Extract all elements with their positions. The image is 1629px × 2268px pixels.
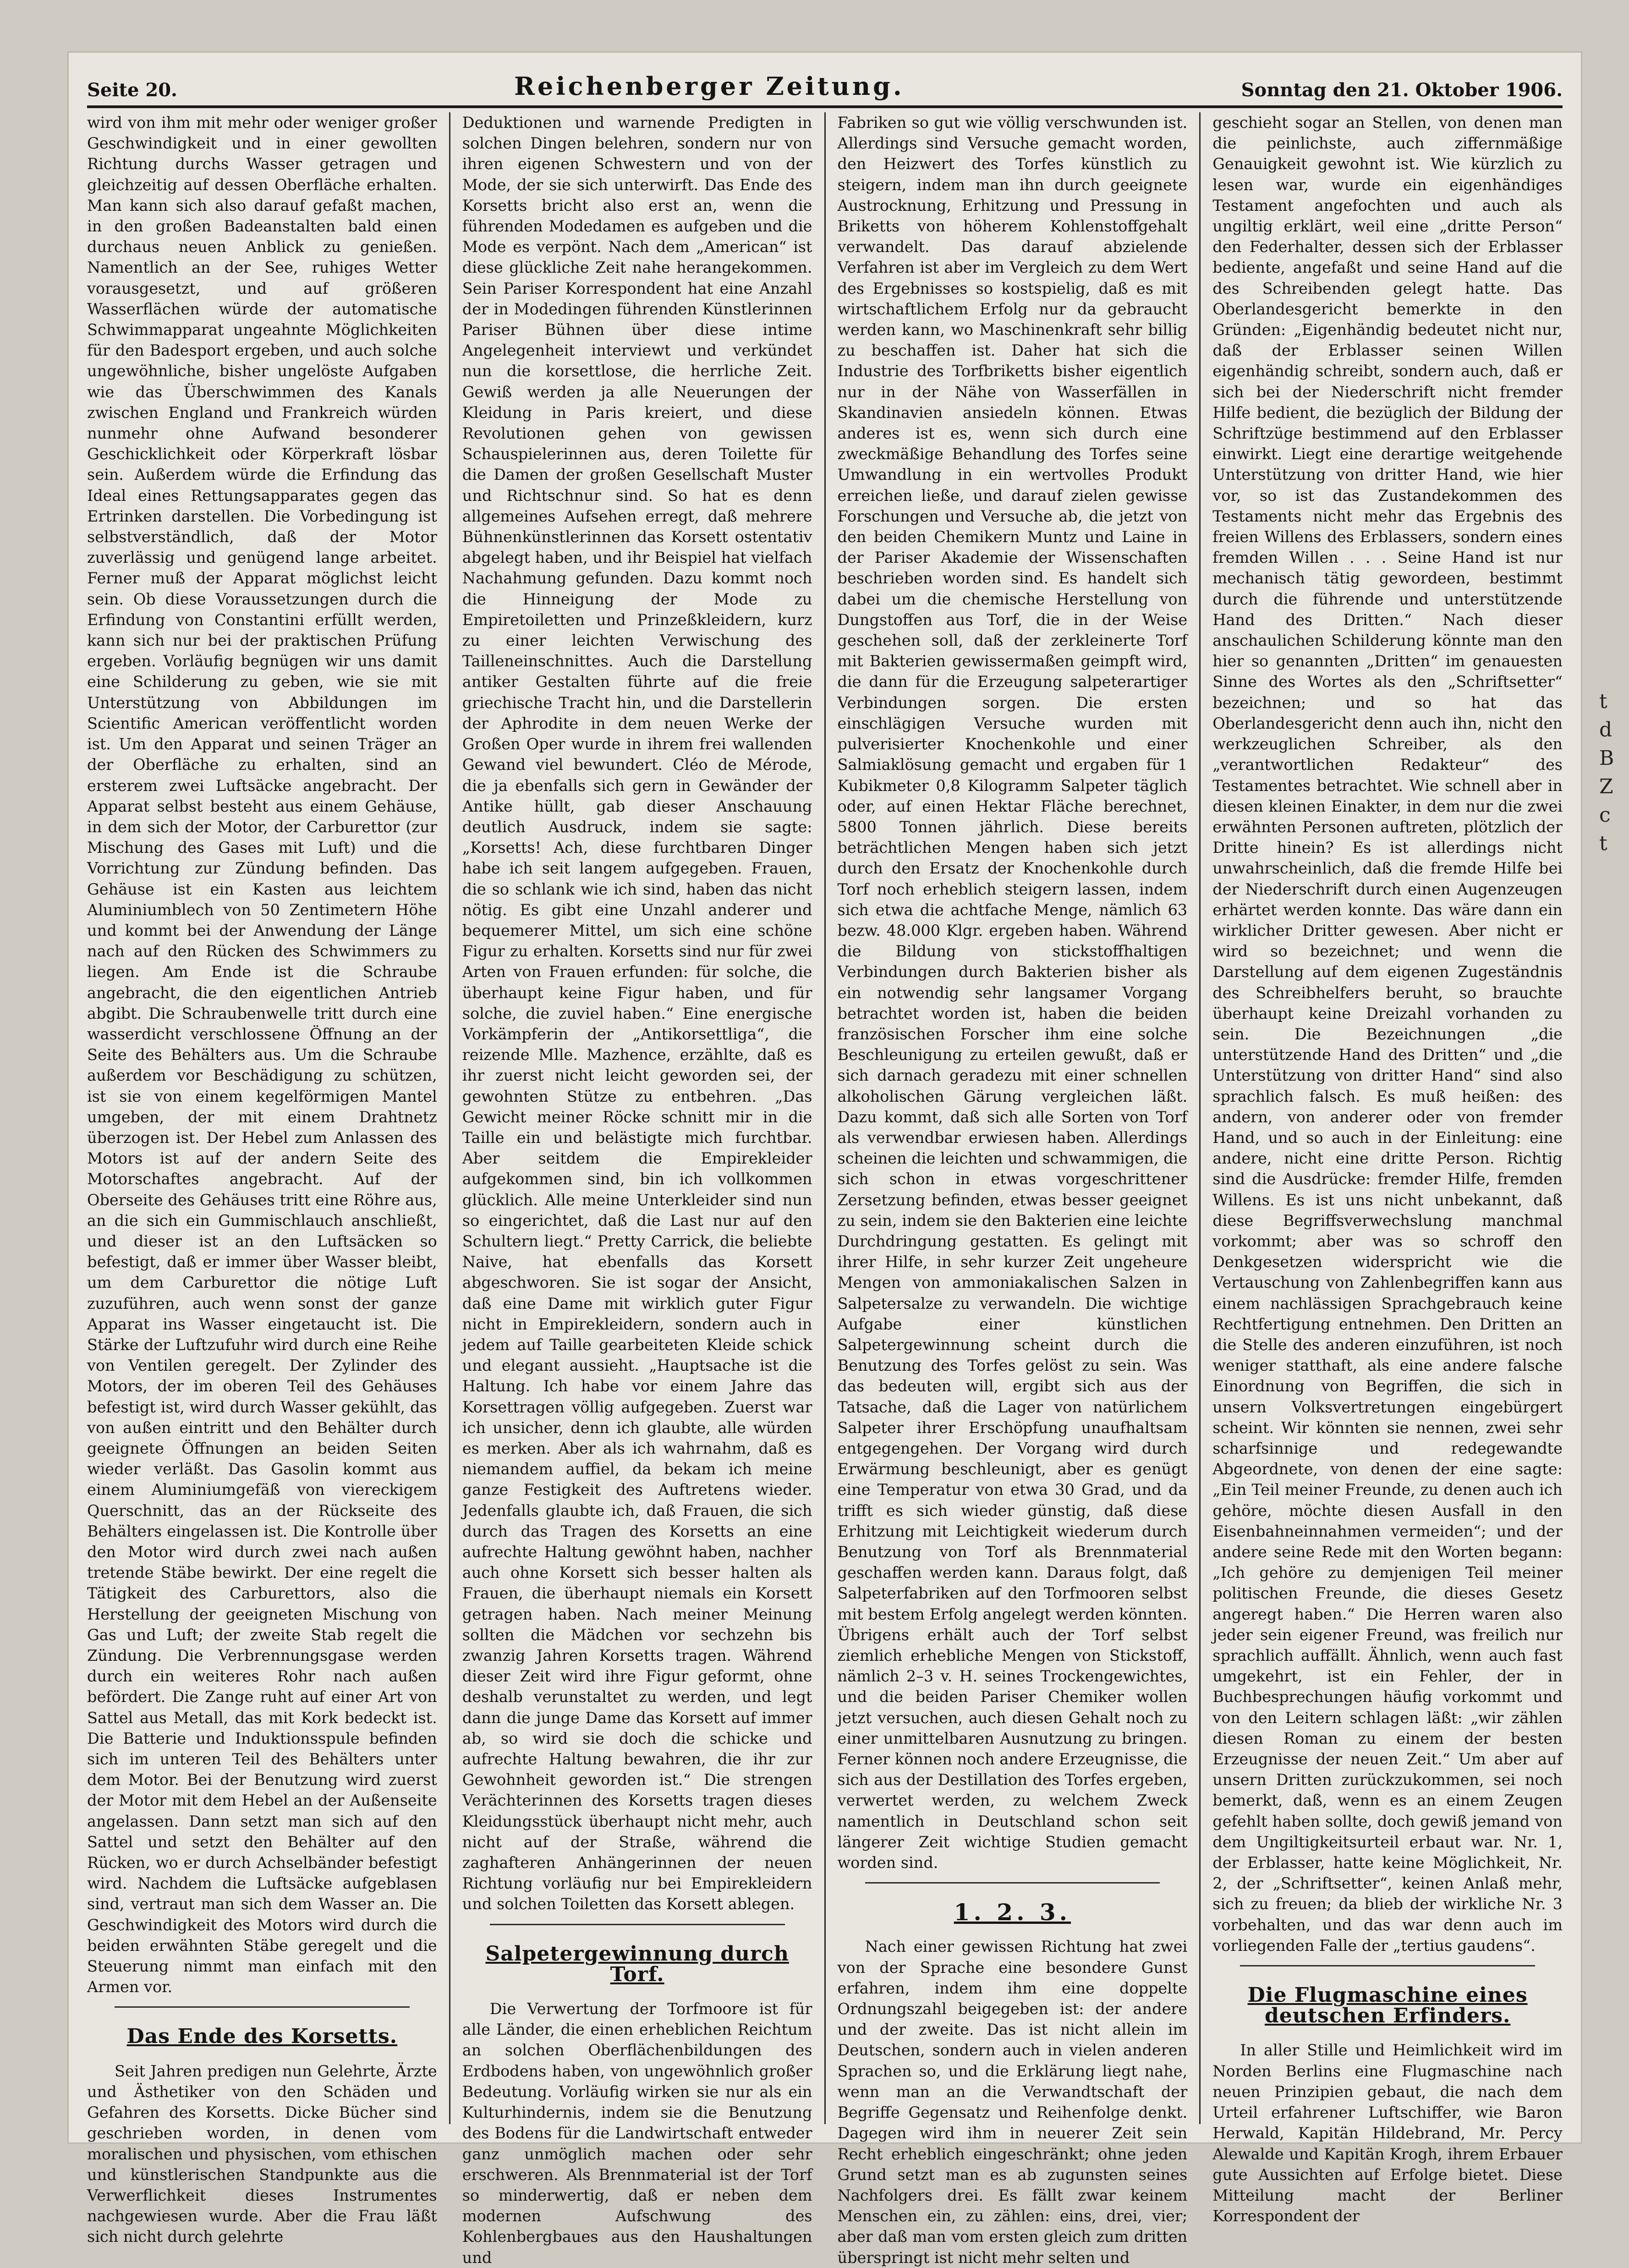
issue-date: Sonntag den 21. Oktober 1906. <box>1241 79 1563 101</box>
flying-machine-article-heading: Die Flugmaschine eines deutschen Erfinders. <box>1247 1983 1528 2028</box>
divider <box>1240 1965 1535 1966</box>
swimming-apparatus-article-text: wird von ihm mit mehr oder weniger großer Geschwindigkeit und in einer gewollten Richtung durchs Wasser getragen und gleichzeitig auf dessen Oberfläche erhalten. Man kann sich also darauf gefaßt machen, in den großen Badeanstalten bald einen durchaus neuen Anblick zu genießen. Namentlich an der See, ruhiges Wetter vorausgesetzt, und auf größeren Wasserflächen würde der automatische Schwimmapparat ungeahnte Möglichkeiten für den Badesport ergeben, und auch solche ungewöhnliche, bisher ungelöste Aufgaben wie das Überschwimmen des Kanals zwischen England und Frankreich würden nunmehr ohne Aufwand besonderer Geschicklichkeit oder Körperkraft lösbar sein. Außerdem würde die Erfindung das Ideal eines Rettungsapparates gegen das Ertrinken darstellen. Die Vorbedingung ist selbstverständlich, daß der Motor zuverlässig und genügend lange arbeitet. Ferner muß der Apparat möglichst leicht sein. Ob diese Voraussetzungen durch die Erfindung von Constantini erfüllt werden, kann sich nur bei der praktischen Prüfung ergeben. Vorläufig begnügen wir uns damit eine Schilderung zu geben, wie sie mit Unterstützung von Abbildungen im Scientific American veröffentlicht worden ist. Um den Apparat und seinen Träger an der Oberfläche zu erhalten, sind an ersterem zwei Luftsäcke angebracht. Der Apparat selbst besteht aus einem Gehäuse, in dem sich der Motor, der Carburettor (zur Mischung des Gases mit Luft) und die Vorrichtung zur Zündung befinden. Das Gehäuse ist ein Kasten aus leichtem Aluminiumblech von 50 Zentimetern Höhe und kommt bei der Anwendung der Länge nach auf den Rücken des Schwimmers zu liegen. Am Ende ist die Schraube angebracht, die den eigentlichen Antrieb abgibt. Die Schraubenwelle tritt durch eine wasserdicht verschlossene Öffnung an der Seite des Behälters aus. Um die Schraube außerdem vor Beschädigung zu schützen, ist sie von einem kegelförmigen Mantel umgeben, der mit einem Drahtnetz überzogen ist. Der Hebel zum Anlassen des Motors ist auf der andern Seite des Motorschaftes angebracht. Auf der Oberseite des Gehäuses tritt eine Röhre aus, an die sich ein Gummischlauch anschließt, und dieser ist an den Luftsäcken so befestigt, daß er immer über Wasser bleibt, um dem Carburettor die nötige Luft zuzuführen, auch wenn sonst der ganze Apparat ins Wasser eingetaucht ist. Die Stärke der Luftzufuhr wird durch eine Reihe von Ventilen geregelt. Der Zylinder des Motors, der im oberen Teil des Gehäuses befestigt ist, wird durch Wasser gekühlt, das von außen eintritt und den Behälter durch geeignete Öffnungen an beiden Seiten wieder verläßt. Das Gasolin kommt aus einem Aluminiumgefäß von viereckigem Querschnitt, das an der Rückseite des Behälters eingelassen ist. Die Kontrolle über den Motor wird durch zwei nach außen tretende Stäbe bewirkt. Der eine regelt die Tätigkeit des Carburettors, also die Herstellung der geeigneten Mischung von Gas und Luft; der zweite Stab regelt die Zündung. Die Verbrennungsgase werden durch ein weiteres Rohr nach außen befördert. Die Zange ruht auf einer Art von Sattel aus Metall, das mit Kork bedeckt ist. Die Batterie und Induktionsspule befinden sich im unteren Teil des Behälters unter dem Motor. Bei der Benutzung wird zuerst der Motor mit dem Hebel an der Außenseite angelassen. Dann setzt man sich auf den Sattel und setzt den Behälter auf den Rücken, wo er durch Achselbänder befestigt wird. Nachdem die Luftsäcke aufgeblasen sind, vertraut man sich dem Wasser an. Die Geschwindigkeit des Motors wird durch die beiden erwähnten Stäbe geregelt und die Steuerung nimmt man einfach mit den Armen vor. <box>87 114 437 1996</box>
column-3 <box>824 112 1200 2267</box>
article-columns <box>87 112 1563 2267</box>
masthead <box>87 69 1563 108</box>
corset-article-heading: Das Ende des Korsetts. <box>126 2025 398 2048</box>
divider <box>115 2006 410 2008</box>
corset-article-intro: Seit Jahren predigen nun Gelehrte, Ärzte und Ästhetiker von den Schäden und Gefahren des Korsetts. Dicke Bücher sind geschrieben worden, in denen vom moralischen und physischen, vom ethischen und künstlerischen Standpunkte aus die Verwerflichkeit dieses Instrumentes nachgewiesen wurde. Aber die Frau läßt sich nicht durch gelehrte <box>87 2062 437 2246</box>
saltpeter-article-text: Fabriken so gut wie völlig verschwunden ist. Allerdings sind Versuche gemacht worden, den Heizwert des Torfes künstlich zu steigern, indem man ihn durch geeignete Austrocknung, Erhitzung und Pressung in Briketts von höherem Kohlenstoffgehalt verwandelt. Das darauf abzielende Verfahren ist aber im Vergleich zu dem Wert des Ergebnisses so kostspielig, daß es mit wirtschaftlichem Erfolg nur da gebraucht werden kann, wo Maschinenkraft sehr billig zu beschaffen ist. Daher hat sich die Industrie des Torfbriketts bisher eigentlich nur in der Nähe von Wasserfällen in Skandinavien ansiedeln können. Etwas anderes ist es, wenn sich durch eine zweckmäßige Behandlung des Torfes seine Umwandlung in ein wertvolles Produkt erreichen ließe, und darauf zielen gewisse Forschungen und Versuche ab, die jetzt von den beiden Chemikern Muntz und Laine in der Pariser Akademie der Wissenschaften beschrieben worden sind. Es handelt sich dabei um die chemische Herstellung von Dungstoffen aus Torf, die in der Weise geschehen soll, daß der zerkleinerte Torf mit Bakterien gewissermaßen geimpft wird, die dann für die Erzeugung salpeterartiger Verbindungen sorgen. Die ersten einschlägigen Versuche wurden mit pulverisierter Knochenkohle und einer Salmiaklösung gemacht und ergaben für 1 Kubikmeter 0,8 Kilogramm Salpeter täglich oder, auf einen Hektar Fläche berechnet, 5800 Tonnen jährlich. Diese bereits beträchtlichen Mengen haben sich jetzt durch den Ersatz der Knochenkohle durch Torf noch erheblich steigern lassen, indem sich etwa die achtfache Menge, nämlich 63 bezw. 48.000 Klgr. ergeben haben. Während die Bildung von stickstoffhaltigen Verbindungen durch Bakterien bisher als ein notwendig sehr langsamer Vorgang betrachtet worden ist, haben die beiden französischen Forscher ihm eine solche Beschleunigung zu erteilen gewußt, daß er sich darnach geradezu mit einer schnellen alkoholischen Gärung vergleichen läßt. Dazu kommt, daß sich alle Sorten von Torf als verwendbar erwiesen haben. Allerdings scheinen die leichten und schwammigen, die sich schon in etwas vorgeschrittener Zersetzung befinden, etwas besser geeignet zu sein, indem sie den Bakterien eine leichte Durchdringung gestatten. Es gelingt mit ihrer Hilfe, in sehr kurzer Zeit ungeheure Mengen von ammoniakalischen Salzen in Salpetersalze zu verwandeln. Die wichtige Aufgabe einer künstlichen Salpetergewinnung scheint durch die Benutzung des Torfes gelöst zu sein. Was das bedeuten will, ergibt sich aus der Tatsache, daß die Lager von natürlichem Salpeter ihrer Erschöpfung unaufhaltsam entgegengehen. Der Vorgang wird durch Erwärmung beschleunigt, aber es genügt eine Temperatur von etwa 30 Grad, und da trifft es sich wieder günstig, daß diese Erhitzung mit Leichtigkeit wiederum durch Benutzung von Torf als Brennmaterial geschaffen werden kann. Daraus folgt, daß Salpeterfabriken auf den Torfmooren selbst mit bestem Erfolg angelegt werden könnten. Übrigens erhält auch der Torf selbst ziemlich erhebliche Mengen von Stickstoff, nämlich 2–3 v. H. seines Trockengewichtes, und die beiden Pariser Chemiker wollen jetzt versuchen, auch diesen Gehalt noch zu einer unmittelbaren Ausnutzung zu bringen. Ferner können noch andere Erzeugnisse, die sich aus der Destillation des Torfes ergeben, verwertet werden, zu welchem Zweck namentlich in Deutschland schon seit längerer Zeit wichtige Studien gemacht worden sind. <box>837 114 1188 1872</box>
column-4 <box>1199 112 1563 2225</box>
column-1 <box>87 112 449 2246</box>
page-number: Seite 20. <box>87 79 177 101</box>
corset-article-text: Deduktionen und warnende Predigten in solchen Dingen belehren, sondern nur von ihren eigenen Schwestern und von der Mode, der sie sich unterwirft. Das Ende des Korsetts bricht also erst an, wenn die führenden Modedamen es aufgeben und die Mode es verpönt. Nach dem „American“ ist diese glückliche Zeit nahe herangekommen. Sein Pariser Korrespondent hat eine Anzahl der in Modedingen führenden Künstlerinnen Pariser Bühnen über diese intime Angelegenheit interviewt und verkündet nun die korsettlose, die herrliche Zeit. Gewiß werden ja alle Neuerungen der Kleidung in Paris kreiert, und diese Revolutionen gehen von gewissen Schauspielerinnen aus, deren Toilette für die Damen der großen Gesellschaft Muster und Richtschnur sind. So hat es denn allgemeines Aufsehen erregt, daß mehrere Bühnenkünstlerinnen das Korsett ostentativ abgelegt haben, und ihr Beispiel hat vielfach Nachahmung gefunden. Dazu kommt noch die Hinneigung der Mode zu Empiretoiletten und Prinzeßkleidern, kurz zu einer leichten Verwischung des Tailleneinschnittes. Auch die Darstellung antiker Gestalten führte auf die freie griechische Tracht hin, und die Darstellerin der Aphrodite in dem neuen Werke der Großen Oper wurde in ihrem frei wallenden Gewand viel bewundert. Cléo de Mérode, die ja ebenfalls sich gern in Gewänder der Antike hüllt, gab dieser Anschauung deutlich Ausdruck, indem sie sagte: „Korsetts! Ach, diese furchtbaren Dinger habe ich seit langem aufgegeben. Frauen, die so schlank wie ich sind, haben das nicht nötig. Es gibt eine Unzahl anderer und bequemerer Mittel, um sich eine schöne Figur zu erhalten. Korsetts sind nur für zwei Arten von Frauen erfunden: für solche, die überhaupt keine Figur haben, und für solche, die zuviel haben.“ Eine energische Vorkämpferin der „Antikorsettliga“, die reizende Mlle. Mazhence, erzählte, daß es ihr zuerst nicht leicht geworden sei, der gewohnten Stütze zu entbehren. „Das Gewicht meiner Röcke schnitt mir in die Taille ein und belästigte mich furchtbar. Aber seitdem die Empirekleider aufgekommen sind, bin ich vollkommen glücklich. Alle meine Unterkleider sind nun so eingerichtet, daß die Last nur auf den Schultern liegt.“ Pretty Carrick, die beliebte Naive, hat ebenfalls das Korsett abgeschworen. Sie ist sogar der Ansicht, daß eine Dame mit wirklich guter Figur nicht in Empirekleidern, sondern auch in jedem auf Taille gearbeiteten Kleide schick und elegant aussieht. „Hauptsache ist die Haltung. Ich habe vor einem Jahre das Korsettragen völlig aufgegeben. Zuerst war ich unsicher, denn ich glaubte, alle würden es merken. Aber als ich wahrnahm, daß es niemandem auffiel, da bekam ich meine ganze Festigkeit des Auftretens wieder. Jedenfalls glaubte ich, daß Frauen, die sich durch das Tragen des Korsetts an eine aufrechte Haltung gewöhnt haben, nachher auch ohne Korsett sich besser halten als Frauen, die überhaupt niemals ein Korsett getragen haben. Nach meiner Meinung sollten die Mädchen vor sechzehn bis zwanzig Jahren Korsetts tragen. Während dieser Zeit wird ihre Figur geformt, ohne deshalb verunstaltet zu werden, und legt dann die junge Dame das Korsett auf immer ab, so wird sie doch die schicke und aufrechte Haltung bewahren, die ihr zur Gewohnheit geworden ist.“ Die strengen Verächterinnen des Korsetts tragen dieses Kleidungsstück überhaupt nicht mehr, auch nicht auf der Straße, während die zaghafteren Anhängerinnen der neuen Richtung vorläufig nur bei Empirekleidern und solchen Toiletten das Korsett ablegen. <box>462 114 812 1913</box>
numbers-article-text: geschieht sogar an Stellen, von denen man die peinlichste, auch ziffernmäßige Genauigkeit gewohnt ist. Wie kürzlich zu lesen war, wurde ein eigenhändiges Testament angefochten und auch als ungiltig erklärt, weil eine „dritte Person“ den Federhalter, dessen sich der Erblasser bediente, angefaßt und seine Hand auf die des Schreibenden gelegt hatte. Das Oberlandesgericht bemerkte in den Gründen: „Eigenhändig bedeutet nicht nur, daß der Erblasser seinen Willen eigenhändig schreibt, sondern auch, daß er sich bei der Niederschrift nicht fremder Hilfe bedient, die bezüglich der Bildung der Schriftzüge bestimmend auf den Erblasser einwirkt. Liegt eine derartige weitgehende Unterstützung von dritter Hand, wie hier vor, so ist das Zustandekommen des Testaments nicht mehr das Ergebnis des freien Willens des Erblassers, sondern eines fremden Willen . . . Seine Hand ist nur mechanisch tätig gewordeen, bestimmt durch die führende und unterstützende Hand des Dritten.“ Nach dieser anschaulichen Schilderung könnte man den hier so genannten „Dritten“ im genauesten Sinne des Wortes als den „Schriftsetter“ bezeichnen; und so hat das Oberlandesgericht denn auch ihn, nicht den werkzeuglichen Schreiber, als den „verantwortlichen Redakteur“ des Testamentes betrachtet. Wie schnell aber in diesen kleinen Einakter, in dem nur die zwei erwähnten Personen auftreten, plötzlich der Dritte hinein? Es ist allerdings nicht unwahrscheinlich, daß die fremde Hilfe bei der Niederschrift durch einen Augenzeugen erhärtet werden konnte. Das wäre dann ein wirklicher Dritter gewesen. Aber nicht er wird so bezeichnet; und wenn die Darstellung auf dem eigenen Zugeständnis des Schreibhelfers beruht, so brauchte überhaupt keine Dreizahl vorhanden zu sein. Die Bezeichnungen „die unterstützende Hand des Dritten“ und „die Unterstützung von dritter Hand“ sind also sprachlich falsch. Es muß heißen: des andern, von anderer oder von fremder Hand, und so auch in der Einleitung: eine andere, nicht eine dritte Person. Richtig sind die Ausdrücke: fremder Hilfe, fremden Willens. Es ist uns nicht unbekannt, daß diese Begriffsverwechslung manchmal vorkommt; aber was so schroff den Denkgesetzen widerspricht wie die Vertauschung von Zahlenbegriffen kann aus einem nachlässigen Sprachgebrauch keine Rechtfertigung entnehmen. Den Dritten an die Stelle des anderen einzuführen, ist noch weniger statthaft, als eine andere falsche Einordnung von Begriffen, die sich in unsern Volksvertretungen eingebürgert scheint. Wir könnten sie nennen, zwei sehr scharfsinnige und redegewandte Abgeordnete, von denen der eine sagte: „Ein Teil meiner Freunde, zu denen auch ich gehöre, möchte diesen Ausfall in den Eisenbahneinnahmen vermeiden“; und der andere seine Rede mit den Worten begann: „Ich gehöre zu demjenigen Teil meiner politischen Freunde, die dieses Gesetz angeregt haben.“ Die Herren waren also jeder sein eigener Freund, was freilich nur sprachlich auffällt. Ähnlich, wenn auch fast umgekehrt, ist ein Fehler, der in Buchbesprechungen häufig vorkommt und von den Leitern schlagen läßt: „wir zählen diesen Roman zu einem der besten Erzeugnisse der neuen Zeit.“ Um aber auf unsern Dritten zurückzukommen, sei noch bemerkt, daß, wenn es an einem Zeugen gefehlt haben sollte, doch gewiß jemand von dem Ungiltigkeitsurteil erbaut war. Nr. 1, der Erblasser, hatte keine Möglichkeit, Nr. 2, der „Schriftsetter“, keinen Anlaß mehr, sich zu freuen; da blieb der wirkliche Nr. 3 vorbehalten, und das war denn auch im vorliegenden Falle der „tertius gaudens“. <box>1212 114 1563 1955</box>
divider <box>865 1882 1160 1884</box>
divider <box>490 1924 785 1925</box>
column-2 <box>449 112 824 2267</box>
newspaper-title: Reichenberger Zeitung. <box>514 71 905 101</box>
flying-machine-article-intro: In aller Stille und Heimlichkeit wird im Norden Berlins eine Flugmaschine nach neuen Prinzipien gebaut, die nach dem Urteil erfahrener Luftschiffer, wie Baron Herwald, Kapitän Hildebrand, Mr. Percy Alewalde und Kapitän Krogh, ihrem Erbauer gute Aussichten auf Erfolge bietet. Diese Mitteilung macht der Berliner Korrespondent der <box>1212 2041 1563 2225</box>
saltpeter-article-intro: Die Verwertung der Torfmoore ist für alle Länder, die einen erheblichen Reichtum an solchen Oberflächenbildungen des Erdbodens haben, von ungewöhnlich großer Bedeutung. Vorläufig wirken sie nur als ein Kulturhindernis, indem sie die Benutzung des Bodens für die Landwirtschaft entweder ganz unmöglich machen oder sehr erschweren. Als Brennmaterial ist der Torf so minderwertig, daß er neben dem modernen Aufschwung des Kohlenbergbaues aus den Haushaltungen und <box>462 2000 812 2267</box>
newspaper-page <box>69 53 1581 2267</box>
adjacent-page-edge-text: t d B Z c t <box>1599 690 1614 855</box>
numbers-article-intro: Nach einer gewissen Richtung hat zwei von der Sprache eine besondere Gunst erfahren, indem ihm eine doppelte Ordnungszahl beigegeben ist: der andere und der zweite. Das ist nicht allein im Deutschen, sondern auch in vielen anderen Sprachen so, und die Erklärung liegt nahe, wenn man an die Verwandtschaft der Begriffe Gegensatz und Reihenfolge denkt. Dagegen wird ihm in neuerer Zeit sein Recht erheblich eingeschränkt; ohne jeden Grund setzt man es ab zugunsten seines Nachfolgers drei. Es fällt zwar keinem Menschen ein, zu zählen: eins, drei, vier; aber daß man vom ersten gleich zum dritten überspringt ist nicht mehr selten und <box>837 1938 1188 2267</box>
numbers-article-heading: 1. 2. 3. <box>954 1899 1071 1926</box>
saltpeter-article-heading: Salpetergewinnung durch Torf. <box>485 1942 789 1986</box>
